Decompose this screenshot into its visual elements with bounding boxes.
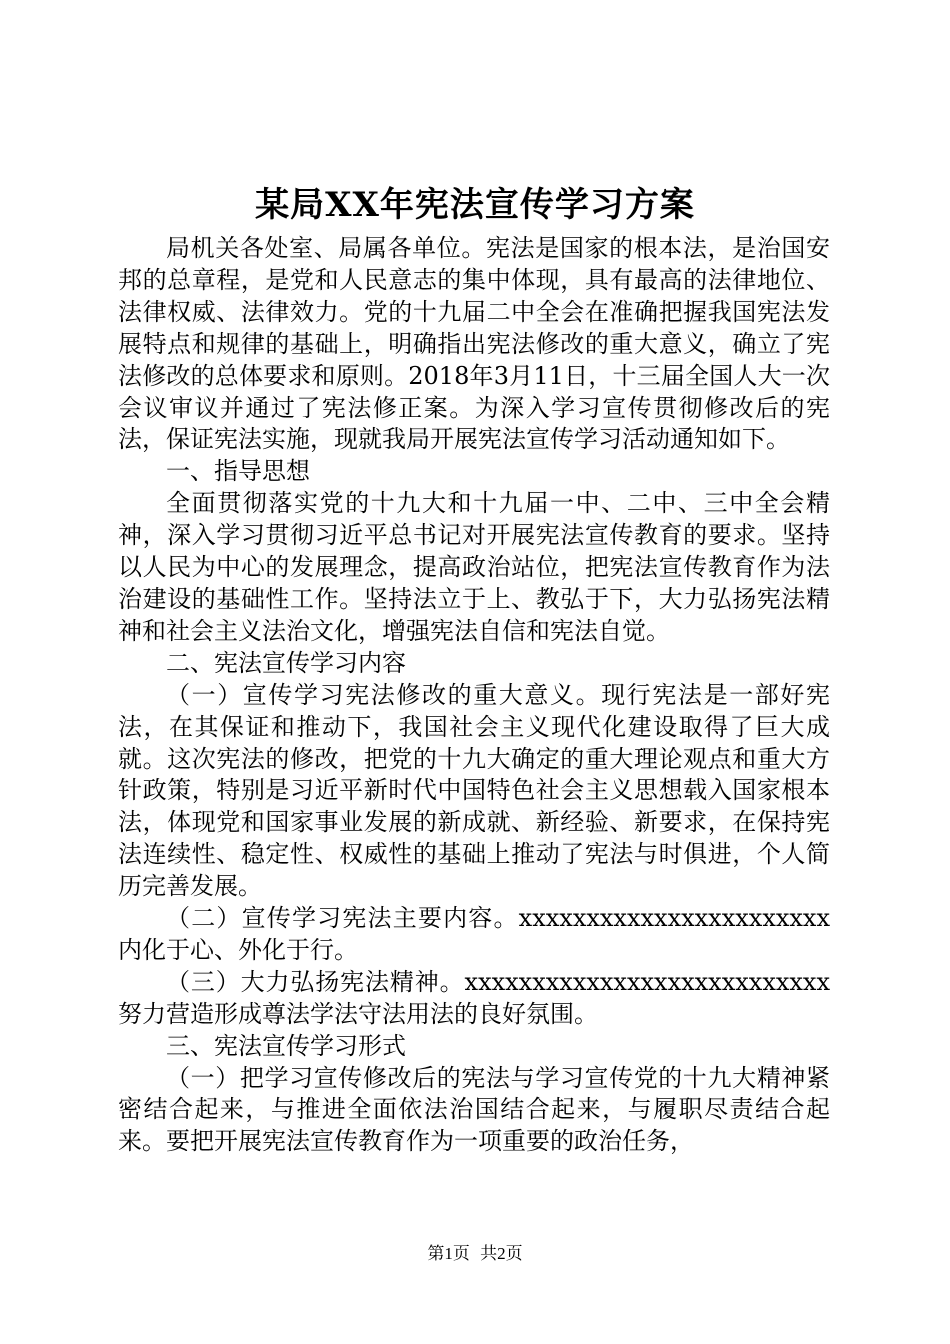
page-number: 第1页 xyxy=(427,1244,470,1263)
content-item-3: （三）大力弘扬宪法精神。xxxxxxxxxxxxxxxxxxxxxxxxxxx努力营造形成尊法学法守法用法的良好氛围。 xyxy=(118,967,830,1028)
document-title: 某局XX年宪法宣传学习方案 xyxy=(255,185,695,225)
page-footer xyxy=(0,1243,950,1265)
intro-paragraph: 局机关各处室、局属各单位。宪法是国家的根本法，是治国安邦的总章程，是党和人民意志的集中体现，具有最高的法律地位、法律权威、法律效力。党的十九届二中全会在准确把握我国宪法发展特点和规律的基础上，明确指出宪法修改的重大意义，确立了宪法修改的总体要求和原则。2018年3月11日，十三届全国人大一次会议审议并通过了宪法修正案。为深入学习宣传贯彻修改后的宪法，保证宪法实施，现就我局开展宪法宣传学习活动通知如下。 xyxy=(118,234,830,454)
section-heading-3: 三、宪法宣传学习形式 xyxy=(166,1031,406,1060)
section-heading-2: 二、宪法宣传学习内容 xyxy=(166,648,406,677)
form-item-1: （一）把学习宣传修改后的宪法与学习宣传党的十九大精神紧密结合起来，与推进全面依法治国结合起来，与履职尽责结合起来。要把开展宪法宣传教育作为一项重要的政治任务， xyxy=(118,1063,830,1156)
content-item-1: （一）宣传学习宪法修改的重大意义。现行宪法是一部好宪法，在其保证和推动下，我国社会主义现代化建设取得了巨大成就。这次宪法的修改，把党的十九大确定的重大理论观点和重大方针政策，特别是习近平新时代中国特色社会主义思想载入国家根本法，体现党和国家事业发展的新成就、新经验、新要求，在保持宪法连续性、稳定性、权威性的基础上推动了宪法与时俱进，个人简历完善发展。 xyxy=(118,680,830,901)
page-total: 共2页 xyxy=(480,1244,523,1263)
guiding-thought-paragraph: 全面贯彻落实党的十九大和十九届一中、二中、三中全会精神，深入学习贯彻习近平总书记对开展宪法宣传教育的要求。坚持以人民为中心的发展理念，提高政治站位，把宪法宣传教育作为法治建设的基础性工作。坚持法立于上、教弘于下，大力弘扬宪法精神和社会主义法治文化，增强宪法自信和宪法自觉。 xyxy=(118,489,830,645)
section-heading-1: 一、指导思想 xyxy=(166,457,310,486)
content-item-2: （二）宣传学习宪法主要内容。xxxxxxxxxxxxxxxxxxxxxxx内化于心、外化于行。 xyxy=(118,904,830,964)
document-body xyxy=(118,233,830,1158)
